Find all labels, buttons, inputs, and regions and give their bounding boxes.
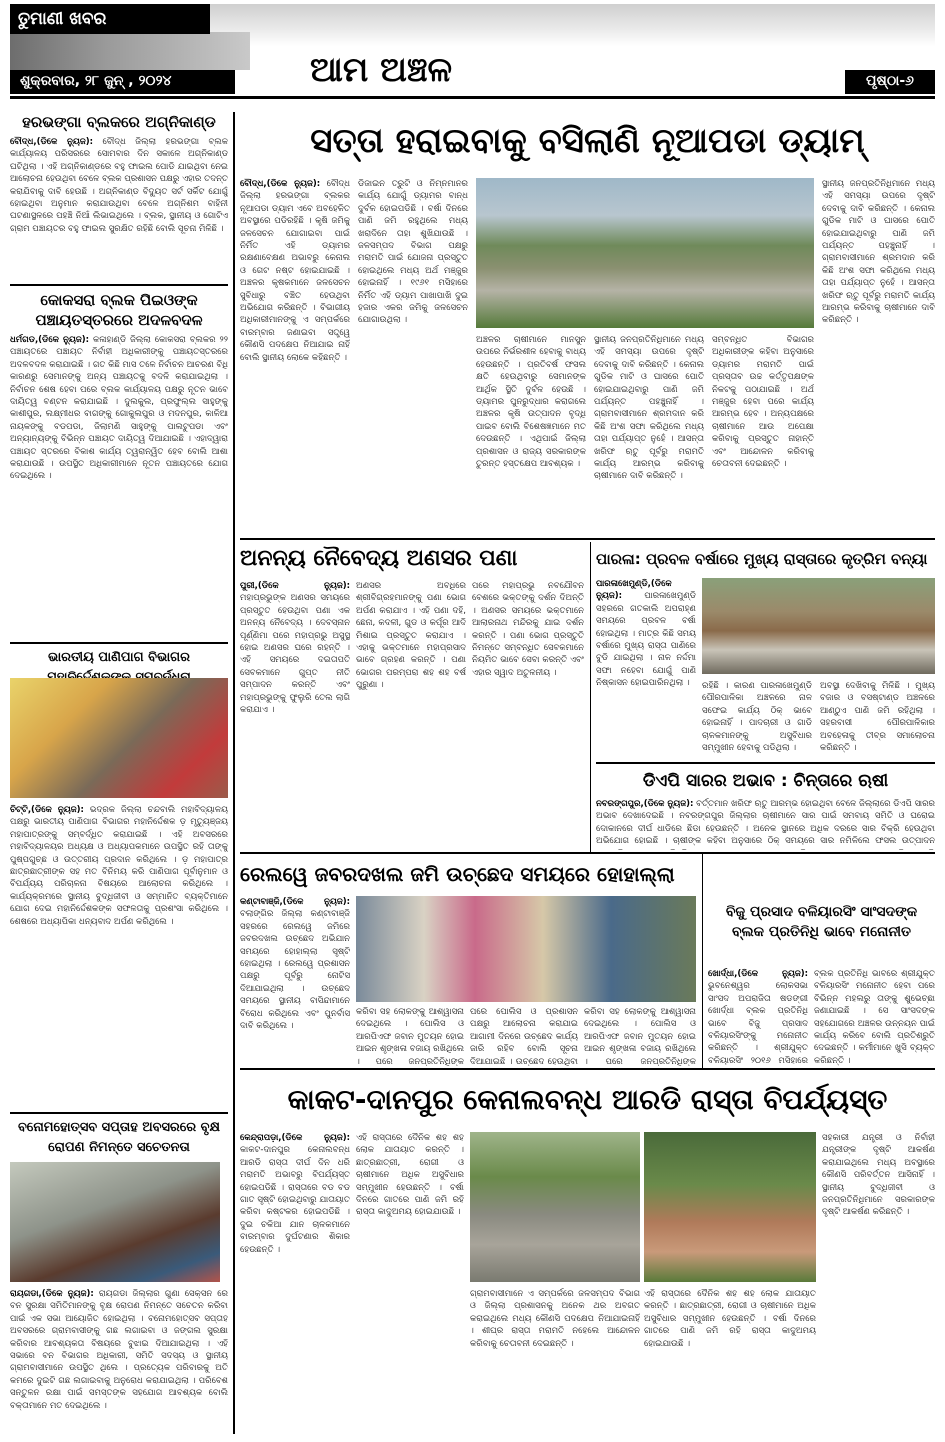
divider: [702, 854, 703, 1068]
headline: ହରଭଙ୍ଗା ବ୍ଲକରେ ଅଗ୍ନିକାଣ୍ଡ: [22, 113, 216, 131]
biju-col-2: ବ୍ଲକ ପ୍ରତିନିଧି ଭାବରେ ଶ୍ରୀଯୁକ୍ତ ବଳିୟାରସିଂ ମନୋନୀତ ହେବା ପରେ ବିଭିନ୍ନ ମହଲରୁ ତାଙ୍କୁ ଶୁଭେଚ୍ଛା ଜଣାଯାଇଛି । ସେ ସାଂସଦଙ୍କ ସହଯୋଗରେ ଅଞ୍ଚଳର ଉନ୍ନୟନ ପାଇଁ କାର୍ଯ୍ୟ କରିବେ ବୋଲି ପ୍ରତିଶ୍ରୁତି ଦେଇଛନ୍ତି । କର୍ମୀମାନେ ଖୁସି ବ୍ୟକ୍ତ କରିଛନ୍ତି ।: [814, 969, 935, 1066]
naivedya-col-2: ଅଣସର ଅବଧିରେ ଶ୍ରୀବିଗ୍ରହମାନଙ୍କୁ ପଣା ଭୋଗ ଅର୍ପଣ କରାଯାଏ । ଏହି ପଣା ଦହି, ଛେନା, କଦଳୀ, ଗୁଡ ଓ କର୍ପୂର ଆଦି ମିଶାଇ ପ୍ରସ୍ତୁତ କରାଯାଏ । ଏହାକୁ ଭକ୍ତମାନେ ମହାପ୍ରସାଦ ଭାବେ ଗ୍ରହଣ କରନ୍ତି । ପଣା ଭୋଗର ପରମ୍ପରା ଶହ ଶହ ବର୍ଷ ପୁରୁଣା ।: [356, 581, 466, 691]
byline: ନବରଙ୍ଗପୁର,(ଡିକେ ନ୍ୟୁଜ):: [596, 799, 694, 809]
eviction-drive-photo: [356, 896, 696, 1002]
article-body: [10, 1288, 228, 1434]
divider: [10, 284, 228, 286]
main-area: [240, 112, 935, 1434]
page-number: ପୃଷ୍ଠା-୬: [845, 70, 935, 94]
railway-col-2: କରିବା ସହ ଲୋକଙ୍କୁ ଆଶ୍ୱାସନା ଦେଇଥିଲେ । ପୋଲିସ ଓ ଆରପିଏଫ ଜବାନ ମୁତୟନ ହୋଇ ଆଇନ ଶୃଙ୍ଖଳା ବଜାୟ ରଖିଥିଲେ । ପରେ ଜନପ୍ରତିନିଧିଙ୍କ: [356, 1007, 464, 1066]
brand-name: ତୁମାଣୀ ଖବର: [10, 4, 210, 34]
headline-parala-flood: ପାରଳା: ପ୍ରବଳ ବର୍ଷାରେ ମୁଖ୍ୟ ରାସ୍ତାରେ କୃତ୍ରିମ ବନ୍ୟା: [596, 550, 928, 568]
headline: ଭାରତୀୟ ପାଣିପାଗ ବିଭାଗର: [47, 650, 191, 665]
headline: ବନୋମହୋତ୍ସବ ସପ୍ତାହ ଅବସରରେ ବୃକ୍ଷ ରୋପଣ ନିମନ୍ତେ ସଚେତନତା: [17, 1120, 221, 1155]
article-text: ପାରଳାଖେମୁଣ୍ଡି ସହରରେ ଗତକାଲି ଅପରାହ୍ଣ ସମୟରେ ପ୍ରବଳ ବର୍ଷା ହୋଇଥିଲା । ମାତ୍ର କିଛି ସମୟ ବର୍ଷାରେ ମୁଖ୍ୟ ରାସ୍ତା ପାଣିରେ ବୁଡି ଯାଇଥିଲା । ନାଳ ନର୍ଦ୍ଦମା ସଫା ନହେବା ଯୋଗୁଁ ପାଣି ନିଷ୍କାସନ ହୋଇପାରିନଥିଲା ।: [596, 591, 696, 689]
naivedya-col-3: ପରେ ମହାପ୍ରଭୁ ନବଯୌବନ ବେଶରେ ଭକ୍ତଙ୍କୁ ଦର୍ଶନ ଦିଅନ୍ତି । ଅଣସର ସମୟରେ ଭକ୍ତମାନେ ଆଲାରନାଥ ମନ୍ଦିରକୁ ଯାଇ ଦର୍ଶନ କରନ୍ତି । ପଣା ଭୋଗ ପ୍ରସ୍ତୁତି ନିମନ୍ତେ ସମ୍ବନ୍ଧିତ ସେବକମାନେ ନିୟମିତ ଭାବେ ସେବା କରନ୍ତି ଏବଂ ଏହାର ସ୍ୱାଦ ଅତୁଳନୀୟ ।: [472, 581, 584, 678]
canal-col-5: ସହକାରୀ ଯନ୍ତ୍ରୀ ଓ ନିର୍ବାହୀ ଯନ୍ତ୍ରୀଙ୍କ ଦୃଷ୍ଟି ଆକର୍ଷଣ କରାଯାଇଥିଲେ ମଧ୍ୟ ଅବସ୍ଥାରେ କୌଣସି ପରିବର୍ତ୍ତନ ଆସିନାହିଁ । ସ୍ଥାନୀୟ ବୁଦ୍ଧିଜୀବୀ ଓ ଜନପ୍ରତିନିଧିମାନେ ସରକାରଙ୍କ ଦୃଷ୍ଟି ଆକର୍ଷଣ କରିଛନ୍ତି ।: [822, 1133, 935, 1218]
article-body: [10, 334, 228, 632]
headline-railway-eviction: ରେଲୱେ ଜବରଦଖଲ ଜମି ଉଚ୍ଛେଦ ସମୟରେ ହୋହାଲ୍ଲା: [240, 862, 675, 886]
canal-col-1: [240, 1132, 350, 1432]
biju-col-1: [708, 968, 808, 1066]
masthead: [10, 4, 935, 96]
article-text: ରାୟଗଡା ଜିଲ୍ଲାର ଗୁଣା ସେକ୍ସନ ରେ ବନ ସୁରକ୍ଷା ସମିତିମାନଙ୍କୁ ବୃକ୍ଷ ରୋପଣ ନିମନ୍ତେ ସଚେତନ କରିବା ପାଇଁ ଏକ ସଭା ଆୟୋଜିତ ହୋଇଥିଲା । ବନୋମହୋତ୍ସବ ସପ୍ତାହ ଅବସରରେ ଗ୍ରାମବାସୀଙ୍କୁ ଗଛ ଲଗାଇବା ଓ ଜଙ୍ଗଲ ସୁରକ୍ଷା କରିବାର ଆବଶ୍ୟକତା ବିଷୟରେ ବୁଝାଇ ଦିଆଯାଇଥିଲା । ଏହି ସଭାରେ ବନ ବିଭାଗର ଅଧିକାରୀ, ସମିତି ସଦସ୍ୟ ଓ ସ୍ଥାନୀୟ ଗ୍ରାମବାସୀମାନେ ଉପସ୍ଥିତ ଥିଲେ । ପ୍ରତ୍ୟେକ ପରିବାରକୁ ଅତି କମରେ ଦୁଇଟି ଗଛ ଲଗାଇବାକୁ ଅନୁରୋଧ କରାଯାଇଥିଲା । ପରିବେଶ ସନ୍ତୁଳନ ରକ୍ଷା ପାଇଁ ସମସ୍ତଙ୍କ ସହଯୋଗ ଆବଶ୍ୟକ ବୋଲି ବକ୍ତାମାନେ ମତ ଦେଇଥିଲେ ।: [10, 1289, 228, 1411]
article-text: କଳାହାଣ୍ଡି ଜିଲ୍ଲା କୋକସରା ବ୍ଲକର ୨୨ ପଞ୍ଚାୟତରେ ପଞ୍ଚାୟତ ନିର୍ବାହୀ ଅଧିକାରୀଙ୍କୁ ପଞ୍ଚାୟତସ୍ତରରେ ଅଦଳବଦଳ କରାଯାଇଛି । ଗତ କିଛି ମାସ ତଳେ ନିର୍ବାଚନ ଆଚରଣ ବିଧି କାରଣରୁ ସେମାନଙ୍କୁ ଅନ୍ୟ ପଞ୍ଚାୟତକୁ ବଦଳି କରାଯାଇଥିଲା । ନିର୍ବାଚନ ଶେଷ ହେବା ପରେ ବ୍ଲକ କାର୍ଯ୍ୟାଳୟ ପକ୍ଷରୁ ନୂତନ ଭାବେ ଦାୟିତ୍ୱ ବଣ୍ଟନ କରାଯାଇଛି । ଦୁଲକୁଲ, ପ୍ରଫୁଲ୍ଲ ସାହୁଙ୍କୁ କାଶୀପୁର, ଲକ୍ଷ୍ମୀଧର ବାଗଙ୍କୁ ଗୋକୁଲପୁର ଓ ମଦନପୁର, କାଳିଆ ନାୟକଙ୍କୁ ବଡପଡା, ଜିଲାମଣି ସାହୁଙ୍କୁ ପାଲଟୁପଡା ଏବଂ ଅନ୍ୟାନ୍ୟଙ୍କୁ ବିଭିନ୍ନ ପଞ୍ଚାୟତ ଦାୟିତ୍ୱ ଦିଆଯାଇଛି । ଏହାଦ୍ୱାରା ପଞ୍ଚାୟତ ସ୍ତରରେ ବିକାଶ କାର୍ଯ୍ୟ ତ୍ୱରାନ୍ୱିତ ହେବ ବୋଲି ଆଶା କରାଯାଉଛି । ଉପସ୍ଥିତ ଅଧିକାରୀମାନେ ନୂତନ ପଞ୍ଚାୟତରେ ଯୋଗ ଦେଇଥିଲେ ।: [10, 335, 228, 482]
divider: [240, 852, 935, 854]
section-title: ଆମ ଅଞ୍ଚଳ: [310, 50, 453, 90]
byline: ଧର୍ମଗଡ,(ଡିକେ ନ୍ୟୁଜ):: [10, 335, 90, 345]
issue-date: ଶୁକ୍ରବାର, ୨୮ ଜୁନ୍ , ୨୦୨୪: [10, 70, 235, 94]
article-text: ମହାପ୍ରଭୁଙ୍କ ଅଣସର ସମୟରେ ପ୍ରସ୍ତୁତ ହେଉଥିବା ପଣା ଏକ ଅନନ୍ୟ ନୈବେଦ୍ୟ । ଦେବସ୍ନାନ ପୂର୍ଣ୍ଣିମା ପରେ ମହାପ୍ରଭୁ ଅସୁସ୍ଥ ହୋଇ ଅଣସର ଘରେ ରହନ୍ତି । ଏହି ସମୟରେ ଦଇତାପତି ସେବକମାନେ ଗୁପ୍ତ ନୀତି ସମ୍ପାଦନ କରନ୍ତି ଏବଂ ମହାପ୍ରଭୁଙ୍କୁ ଫୁଲୁରି ତେଲ ଲାଗି କରାଯାଏ ।: [240, 593, 350, 716]
article-text: ବୌଦ୍ଧ ଜିଲ୍ଲା ହରଭଙ୍ଗା ବ୍ଲକର ନୂଆପଡା ଡ୍ୟାମ ଏବେ ଅବହେଳିତ ଅବସ୍ଥାରେ ପଡିରହିଛି । କୃଷି ଜମିକୁ ଜଳସେଚନ ଯୋଗାଇବା ପାଇଁ ନିର୍ମିତ ଏହି ଡ୍ୟାମର ରକ୍ଷଣାବେକ୍ଷଣ ଅଭାବରୁ କେନାଲ ଓ ଗେଟ ନଷ୍ଟ ହୋଇଯାଇଛି । ଅଞ୍ଚଳର କୃଷକମାନେ ଜଳସେଚନ ସୁବିଧାରୁ ବଞ୍ଚିତ ହେଉଥିବା ଅଭିଯୋଗ କରିଛନ୍ତି । ବିଭାଗୀୟ ଅଧିକାରୀମାନଙ୍କୁ ଏ ସମ୍ପର୍କରେ ବାରମ୍ବାର ଜଣାଇବା ସତ୍ତ୍ୱେ କୌଣସି ପଦକ୍ଷେପ ନିଆଯାଇ ନାହିଁ ବୋଲି ସ୍ଥାନୀୟ ଲୋକେ କହିଛନ୍ତି ।: [240, 179, 350, 363]
parala-col-2: ରହିଛି । କାରଣ ପାରଳାଖେମୁଣ୍ଡି ପୌରପାଳିକା ଅଞ୍ଚଳରେ ନାଳ ସଫେଇ କାର୍ଯ୍ୟ ଠିକ୍ ଭାବେ ହୋଇନାହିଁ । ପାଦଚାରୀ ଓ ଗାଡି ଚାଳକମାନଙ୍କୁ ଅସୁବିଧାର ସମ୍ମୁଖୀନ ହେବାକୁ ପଡିଥିଲା ।: [702, 681, 812, 754]
byline: ବୌଦ୍ଧ,(ଡିକେ ନ୍ୟୁଜ):: [10, 137, 94, 147]
parala-col-1: [596, 578, 696, 758]
dam-col-2: ଡିଜାଇନ ତ୍ରୁଟି ଓ ନିମ୍ନମାନର କାର୍ଯ୍ୟ ଯୋଗୁଁ ଡ୍ୟାମର ବାନ୍ଧ ଦୁର୍ବଳ ହୋଇପଡିଛି । ବର୍ଷା ଦିନରେ ପାଣି ଜମି ରହୁଥିଲେ ମଧ୍ୟ ଖରାଦିନେ ତାହା ଶୁଖିଯାଉଛି । ଜଳସମ୍ପଦ ବିଭାଗ ପକ୍ଷରୁ ମରାମତି ପାଇଁ ଯୋଜନା ପ୍ରସ୍ତୁତ ହୋଇଥିଲେ ମଧ୍ୟ ଅର୍ଥ ମଞ୍ଜୁର ହୋଇନାହିଁ । ୧୯୬୧ ମସିହାରେ ନିର୍ମିତ ଏହି ଡ୍ୟାମ ପାଖାପାଖି ଦୁଇ ହଜାର ଏକର ଜମିକୁ ଜଳସେଚନ ଯୋଗାଉଥିଲା ।: [358, 179, 468, 326]
damaged-road-photo-2: [644, 1132, 816, 1282]
headline-canal-road: କାକଟ-ଦାନପୁର କେନାଲବନ୍ଧ ଆରଡି ରାସ୍ତା ବିପର୍ଯ୍ୟସ୍ତ: [287, 1083, 888, 1116]
byline: ପୁରୀ,(ଡିକେ ନ୍ୟୁଜ):: [240, 581, 350, 591]
article-text: ବୌଦ୍ଧ ଜିଲ୍ଲା ହରଭଙ୍ଗା ବ୍ଲକ କାର୍ଯ୍ୟାଳୟ ପରିସରରେ ସୋମବାର ଦିନ ସକାଳେ ଅଗ୍ନିକାଣ୍ଡ ଘଟିଥିଲା । ଏହି ଅଗ୍ନିକାଣ୍ଡରେ ବହୁ ଫାଇଲ ପୋଡି ଯାଇଥିବା ନେଇ ଆଲୋଚନା ହେଉଥିବା ବେଳେ ବ୍ଲକ ପ୍ରଶାସନ ପକ୍ଷରୁ ଏହାର ତଦନ୍ତ କରାଯିବାକୁ ଦାବି ହେଉଛି । ଅଗ୍ନିକାଣ୍ଡ ବିଦ୍ୟୁତ ସର୍ଟ ସର୍କିଟ ଯୋଗୁଁ ହୋଇଥିବା ଅନୁମାନ କରାଯାଉଥିବା ବେଳେ ଅଗ୍ନିଶମ ବାହିନୀ ଘଟଣାସ୍ଥଳରେ ପହଞ୍ଚି ନିଆଁ ଲିଭାଇଥିଲେ । ବ୍ଲକ, ସ୍ଥାନୀୟ ଓ ଗୋଟିଏ ଗ୍ରାମ ପଞ୍ଚାୟତର ବହୁ ଫାଇଲ ସୁରକ୍ଷିତ ରହିଛି ବୋଲି ସୂଚନା ମିଳିଛି ।: [10, 137, 228, 234]
article-fire: [10, 112, 228, 282]
felicitation-photo: [10, 678, 228, 798]
article-text: ବର୍ତ୍ତମାନ ଖରିଫ ଋତୁ ଆରମ୍ଭ ହୋଇଥିବା ବେଳେ ଜିଲ୍ଲାରେ ଡିଏପି ସାରର ଅଭାବ ଦେଖାଦେଇଛି । ନବରଙ୍ଗପୁର ଜିଲ୍ଲାର ଚାଷୀମାନେ ସାର ପାଇଁ ସମବାୟ ସମିତି ଓ ଘରୋଇ ଦୋକାନରେ ଦୀର୍ଘ ଧାଡିରେ ଛିଡା ହେଉଛନ୍ତି । ଅନେକ ସ୍ଥାନରେ ଅଧିକ ଦରରେ ସାର ବିକ୍ରି ହେଉଥିବା ଅଭିଯୋଗ ହୋଇଛି । ଚାଷୀଙ୍କ କହିବା ଅନୁସାରେ ଠିକ୍ ସମୟରେ ସାର ନମିଳିଲେ ଫସଲ ଉତ୍ପାଦନ: [596, 799, 935, 847]
parala-col-3: ଅବସ୍ଥା ଦେଖିବାକୁ ମିଳିଛି । ମୁଖ୍ୟ ବଜାର ଓ ବସଷ୍ଟାଣ୍ଡ ଅଞ୍ଚଳରେ ଆଣ୍ଠୁଏ ପାଣି ଜମି ରହିଥିଲା । ସହରବାସୀ ପୌରପାଳିକାର ଅବହେଳାକୁ ତୀବ୍ର ସମାଲୋଚନା କରିଛନ୍ତି ।: [820, 681, 935, 754]
naivedya-col-1: [240, 580, 350, 850]
dam-col-3: ଅଞ୍ଚଳର ଚାଷୀମାନେ ମାନସୁନ ଉପରେ ନିର୍ଭରଶୀଳ ହେବାକୁ ବାଧ୍ୟ ହେଉଛନ୍ତି । ପ୍ରତିବର୍ଷ ଫସଲ କ୍ଷତି ହେଉଥିବାରୁ ସେମାନଙ୍କ ଆର୍ଥିକ ସ୍ଥିତି ଦୁର୍ବଳ ହେଉଛି । ଡ୍ୟାମର ପୁନରୁଦ୍ଧାର କରାଗଲେ ଅଞ୍ଚଳର କୃଷି ଉତ୍ପାଦନ ବୃଦ୍ଧି ପାଇବ ବୋଲି ବିଶେଷଜ୍ଞମାନେ ମତ ଦେଉଛନ୍ତି । ଏଥିପାଇଁ ଜିଲ୍ଲା ପ୍ରଶାସନ ଓ ରାଜ୍ୟ ସରକାରଙ୍କ ତୁରନ୍ତ ହସ୍ତକ୍ଷେପ ଆବଶ୍ୟକ ।: [476, 335, 586, 470]
headline-biju-nominated: ବିଜୁ ପ୍ରସାଦ ବଳିୟାରସିଂ ସାଂସଦଙ୍କ ବ୍ଲକ ପ୍ରତିନିଧି ଭାବେ ମନୋନୀତ: [725, 904, 918, 940]
masthead-scenery: [190, 4, 935, 46]
article-tree-plantation: [10, 1118, 228, 1434]
divider: [10, 1112, 228, 1114]
railway-col-3: ପରେ ପୋଲିସ ଓ ପ୍ରଶାସନ ପକ୍ଷରୁ ଆଲୋଚନା କରାଯାଇ ଆଗାମୀ ଦିନରେ ଉଚ୍ଛେଦ କାର୍ଯ୍ୟ ଜାରି ରହିବ ବୋଲି ସୂଚନା ଦିଆଯାଇଛି । ଉଚ୍ଛେଦ ହେଉଥିବା: [470, 1007, 578, 1066]
canal-col-4: ଏହି ରାସ୍ତାରେ ଦୈନିକ ଶହ ଶହ ଲୋକ ଯାତାୟାତ କରନ୍ତି । ଛାତ୍ରଛାତ୍ରୀ, ରୋଗୀ ଓ ଚାଷୀମାନେ ଅଧିକ ଅସୁବିଧାର ସମ୍ମୁଖୀନ ହେଉଛନ୍ତି । ବର୍ଷା ଦିନରେ ଗାତରେ ପାଣି ଜମି ରହି ରାସ୍ତା କାଦୁଅମୟ ହୋଇଯାଉଛି ।: [644, 1289, 816, 1349]
divider: [590, 542, 591, 852]
dam-col-5: ସମ୍ବନ୍ଧିତ ବିଭାଗର ଅଧିକାରୀଙ୍କ କହିବା ଅନୁସାରେ ଡ୍ୟାମର ମରାମତି ପାଇଁ ପ୍ରସ୍ତାବ ଉଚ୍ଚ କର୍ତ୍ତୃପକ୍ଷଙ୍କ ନିକଟକୁ ପଠାଯାଇଛି । ଅର୍ଥ ମଞ୍ଜୁର ହେବା ପରେ କାର୍ଯ୍ୟ ଆରମ୍ଭ ହେବ । ଅନ୍ୟପକ୍ଷରେ ଚାଷୀମାନେ ଆଉ ଅପେକ୍ଷା କରିବାକୁ ପ୍ରସ୍ତୁତ ନାହାନ୍ତି ଏବଂ ଆନ୍ଦୋଳନ କରିବାକୁ ଚେତାବନୀ ଦେଇଛନ୍ତି ।: [712, 335, 814, 470]
column-divider: [233, 112, 235, 1434]
article-text: ଭଦ୍ରକ ଜିଲ୍ଲା ଚନ୍ଦବାଲି ମହାବିଦ୍ୟାଳୟ ପକ୍ଷରୁ ଭାରତୀୟ ପାଣିପାଗ ବିଭାଗର ମହାନିର୍ଦ୍ଦେଶକ ଡ଼ ମୃତ୍ୟୁଞ୍ଜୟ ମହାପାତ୍ରଙ୍କୁ ସମ୍ବର୍ଦ୍ଧିତ କରାଯାଇଛି । ଏହି ଅବସରରେ ମହାବିଦ୍ୟାଳୟର ଅଧ୍ୟକ୍ଷ ଓ ଅଧ୍ୟାପକମାନେ ଉପସ୍ଥିତ ରହି ତାଙ୍କୁ ପୁଷ୍ପଗୁଚ୍ଛ ଓ ଉତ୍ତରୀୟ ପ୍ରଦାନ କରିଥିଲେ । ଡ଼ ମହାପାତ୍ର ଛାତ୍ରଛାତ୍ରୀଙ୍କ ସହ ମତ ବିନିମୟ କରି ପାଣିପାଗ ପୂର୍ବାନୁମାନ ଓ ବିପର୍ଯ୍ୟୟ ପରିଚାଳନା ବିଷୟରେ ଆଲୋଚନା କରିଥିଲେ । କାର୍ଯ୍ୟକ୍ରମରେ ସ୍ଥାନୀୟ ବୁଦ୍ଧିଜୀବୀ ଓ ସମ୍ମାନିତ ବ୍ୟକ୍ତିମାନେ ଯୋଗ ଦେଇ ମହାନିର୍ଦ୍ଦେଶକଙ୍କ ସଫଳତାକୁ ପ୍ରଶଂସା କରିଥିଲେ । ଶେଷରେ ଅଧ୍ୟାପିକା ଧନ୍ୟବାଦ ଅର୍ପଣ କରିଥିଲେ ।: [10, 805, 228, 927]
article-text: ବଲାଙ୍ଗିର ଜିଲ୍ଲା କଣ୍ଟାବାଞ୍ଜି ସହରରେ ରେଲୱେ ଜମିରେ ଜବରଦଖଲ ଉଚ୍ଛେଦ ଅଭିଯାନ ସମୟରେ ହୋହାଲ୍ଲା ସୃଷ୍ଟି ହୋଇଥିଲା । ରେଲୱେ ପ୍ରଶାସନ ପକ୍ଷରୁ ପୂର୍ବରୁ ନୋଟିସ ଦିଆଯାଇଥିଲା । ଉଚ୍ଛେଦ ସମୟରେ ସ୍ଥାନୀୟ ବାସିନ୍ଦାମାନେ ବିରୋଧ କରିଥିଲେ ଏବଂ ପୁନର୍ବାସ ଦାବି କରିଥିଲେ ।: [240, 909, 350, 1032]
dam-col-6: ସ୍ଥାନୀୟ ଜନପ୍ରତିନିଧିମାନେ ମଧ୍ୟ ଏହି ସମସ୍ୟା ଉପରେ ଦୃଷ୍ଟି ଦେବାକୁ ଦାବି କରିଛନ୍ତି । କେନାଲ ଗୁଡିକ ମାଟି ଓ ଘାସରେ ପୋତି ହୋଇଯାଇଥିବାରୁ ପାଣି ଜମି ପର୍ଯ୍ୟନ୍ତ ପହଞ୍ଚୁନାହିଁ । ଗ୍ରାମବାସୀମାନେ ଶ୍ରମଦାନ କରି କିଛି ଅଂଶ ସଫା କରିଥିଲେ ମଧ୍ୟ ତାହା ପର୍ଯ୍ୟାପ୍ତ ନୁହେଁ । ଆସନ୍ତା ଖରିଫ ଋତୁ ପୂର୍ବରୁ ମରାମତି କାର୍ଯ୍ୟ ଆରମ୍ଭ କରିବାକୁ ଚାଷୀମାନେ ଦାବି କରିଛନ୍ତି ।: [822, 179, 935, 326]
article-text: କାକଟ-ଦାନପୁର କେନାଲବନ୍ଧ ଆରଡି ରାସ୍ତା ଦୀର୍ଘ ଦିନ ଧରି ମରାମତି ଅଭାବରୁ ବିପର୍ଯ୍ୟସ୍ତ ହୋଇପଡିଛି । ରାସ୍ତାରେ ବଡ ବଡ ଗାତ ସୃଷ୍ଟି ହୋଇଥିବାରୁ ଯାତାୟାତ କରିବା କଷ୍ଟକର ହୋଇପଡିଛି । ଦୁଇ ଚକିଆ ଯାନ ଚାଳକମାନେ ବାରମ୍ବାର ଦୁର୍ଘଟଣାର ଶିକାର ହେଉଛନ୍ତି ।: [240, 1145, 350, 1255]
dam-col-1: [240, 178, 350, 538]
byline: ଖୋର୍ଦ୍ଧା,(ଡିକେ ନ୍ୟୁଜ):: [708, 969, 808, 979]
byline: ଚିଟ୍ଟି,(ଡିକେ ନ୍ୟୁଜ):: [10, 805, 84, 815]
masthead-village-image: [10, 32, 250, 70]
headline-dap-shortage: ଡିଏପି ସାରର ଅଭାବ : ଚିନ୍ତାରେ ଋଷୀ: [642, 771, 889, 791]
article-imd-felicitation: [10, 648, 228, 1108]
article-body: [10, 136, 228, 276]
divider: [10, 642, 228, 644]
byline: କେନ୍ଦ୍ରାପଡ଼ା,(ଡିକେ ନ୍ୟୁଜ):: [240, 1133, 350, 1143]
railway-col-1: [240, 896, 350, 1066]
divider: [596, 762, 935, 764]
canal-col-3: ଗ୍ରାମବାସୀମାନେ ଏ ସମ୍ପର୍କରେ ଜଳସମ୍ପଦ ବିଭାଗ ଓ ଜିଲ୍ଲା ପ୍ରଶାସନକୁ ଅନେକ ଥର ଅବଗତ କରାଇଥିଲେ ମଧ୍ୟ କୌଣସି ପଦକ୍ଷେପ ନିଆଯାଇନାହିଁ । ଶୀଘ୍ର ରାସ୍ତା ମରାମତି ନହେଲେ ଆନ୍ଦୋଳନ କରିବାକୁ ଚେତାବନୀ ଦେଇଛନ୍ତି ।: [470, 1289, 640, 1349]
byline: ରାୟଗଡା,(ଡିକେ ନ୍ୟୁଜ):: [10, 1289, 94, 1299]
dap-body: [596, 798, 935, 850]
damaged-road-photo-1: [470, 1132, 640, 1282]
masthead-rule: [10, 96, 935, 99]
waterlogged-road-photo: [702, 578, 935, 674]
left-column: [10, 112, 228, 1434]
headline: କୋକସରା ବ୍ଲକ ପିଇଓଙ୍କ ପଞ୍ଚାୟତସ୍ତରରେ ଅଦଳବଦଳ: [35, 291, 203, 329]
article-peo-transfer: [10, 290, 228, 640]
article-body: [10, 804, 228, 1102]
byline: କଣ୍ଟାବାଞ୍ଜି,(ଡିକେ ନ୍ୟୁଜ):: [240, 897, 350, 907]
headline-naivedya: ଅନନ୍ୟ ନୈବେଦ୍ୟ ଅଣସର ପଣା: [240, 546, 518, 571]
divider: [240, 1068, 935, 1070]
article-text: ଭୁବନେଶ୍ୱର ଲୋକସଭା ସାଂସଦ ଅପରାଜିତା ଷଡଙ୍ଗୀ ଖୋର୍ଦ୍ଧା ବ୍ଲକ ପ୍ରତିନିଧି ଭାବେ ବିଜୁ ପ୍ରସାଦ ବଳିୟାରସିଂଙ୍କୁ ମନୋନୀତ କରିଛନ୍ତି । ଶ୍ରୀଯୁକ୍ତ ବଳିୟାରସିଂ ୨୦୧୬ ମସିହାରେ: [708, 981, 808, 1066]
nuapada-dam-photo: [476, 178, 814, 328]
byline: ପାରଳାଖେମୁଣ୍ଡି,(ଡିକେ ନ୍ୟୁଜ):: [596, 579, 672, 602]
headline-dam: ସତ୍ତା ହରାଇବାକୁ ବସିଲାଣି ନୂଆପଡା ଡ୍ୟାମ୍: [310, 121, 865, 161]
dam-col-4: ସ୍ଥାନୀୟ ଜନପ୍ରତିନିଧିମାନେ ମଧ୍ୟ ଏହି ସମସ୍ୟା ଉପରେ ଦୃଷ୍ଟି ଦେବାକୁ ଦାବି କରିଛନ୍ତି । କେନାଲ ଗୁଡିକ ମାଟି ଓ ଘାସରେ ପୋତି ହୋଇଯାଇଥିବାରୁ ପାଣି ଜମି ପର୍ଯ୍ୟନ୍ତ ପହଞ୍ଚୁନାହିଁ । ଗ୍ରାମବାସୀମାନେ ଶ୍ରମଦାନ କରି କିଛି ଅଂଶ ସଫା କରିଥିଲେ ମଧ୍ୟ ତାହା ପର୍ଯ୍ୟାପ୍ତ ନୁହେଁ । ଆସନ୍ତା ଖରିଫ ଋତୁ ପୂର୍ବରୁ ମରାମତି କାର୍ଯ୍ୟ ଆରମ୍ଭ କରିବାକୁ ଚାଷୀମାନେ ଦାବି କରିଛନ୍ତି ।: [594, 335, 704, 482]
railway-col-4: କରିବା ସହ ଲୋକଙ୍କୁ ଆଶ୍ୱାସନା ଦେଇଥିଲେ । ପୋଲିସ ଓ ଆରପିଏଫ ଜବାନ ମୁତୟନ ହୋଇ ଆଇନ ଶୃଙ୍ଖଳା ବଜାୟ ରଖିଥିଲେ । ପରେ ଜନପ୍ରତିନିଧିଙ୍କ: [584, 1007, 696, 1066]
canal-col-2: ଏହି ରାସ୍ତାରେ ଦୈନିକ ଶହ ଶହ ଲୋକ ଯାତାୟାତ କରନ୍ତି । ଛାତ୍ରଛାତ୍ରୀ, ରୋଗୀ ଓ ଚାଷୀମାନେ ଅଧିକ ଅସୁବିଧାର ସମ୍ମୁଖୀନ ହେଉଛନ୍ତି । ବର୍ଷା ଦିନରେ ଗାତରେ ପାଣି ଜମି ରହି ରାସ୍ତା କାଦୁଅମୟ ହୋଇଯାଉଛି ।: [356, 1133, 464, 1218]
byline: ବୌଦ୍ଧ,(ଡିକେ ନ୍ୟୁଜ):: [240, 179, 321, 189]
divider: [240, 538, 935, 540]
awareness-meeting-photo: [10, 1162, 220, 1282]
